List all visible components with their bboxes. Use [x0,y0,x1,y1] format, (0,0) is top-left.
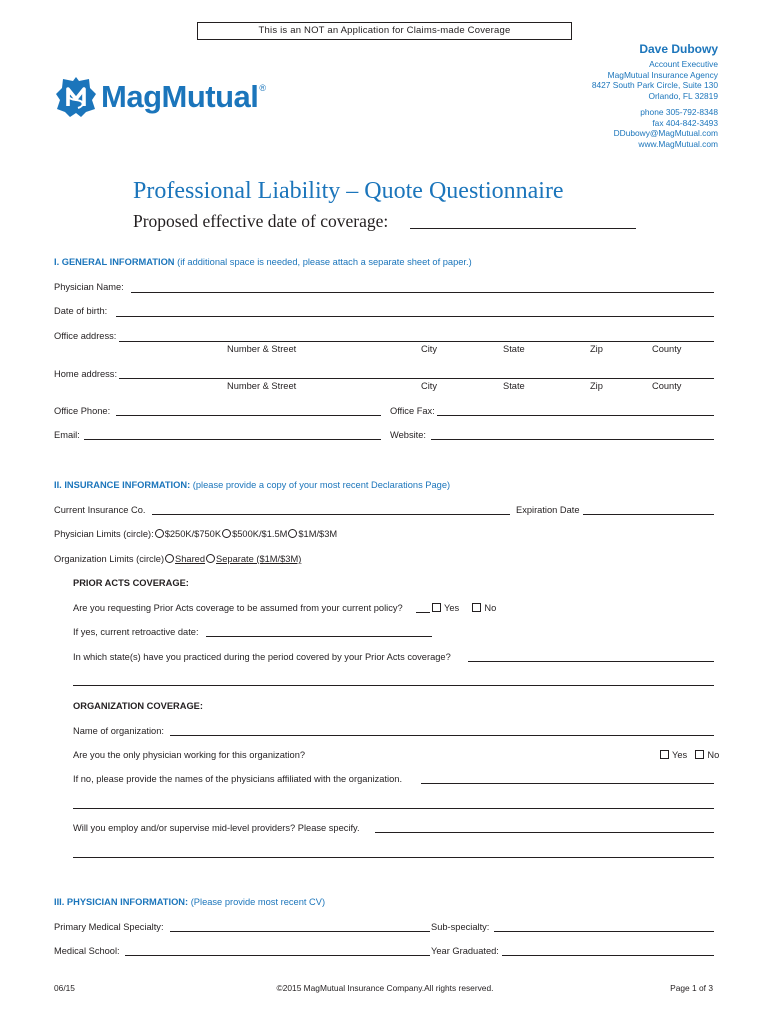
footer-copyright: ©2015 MagMutual Insurance Company.All rights reserved. [276,983,494,993]
prior-acts-heading: PRIOR ACTS COVERAGE: [73,578,189,588]
prior-acts-question: Are you requesting Prior Acts coverage to be assumed from your current policy? [73,603,403,613]
footer-page-number: Page 1 of 3 [670,983,713,993]
org-name-field[interactable] [170,735,714,736]
specialty-field[interactable] [170,931,430,932]
section-physician-heading [54,897,325,907]
prior-acts-no-label: No [484,603,497,613]
agent-fax: fax 404-842-3493 [652,117,718,128]
home-caption-street: Number & Street [227,381,297,391]
states-practiced-field[interactable] [468,661,714,662]
physician-name-label: Physician Name: [54,282,124,292]
agent-phone: phone 305-792-8348 [640,107,718,117]
org-limits-label: Organization Limits (circle) [54,554,165,564]
home-caption-city: City [421,381,438,391]
home-caption-county: County [652,381,682,391]
office-fax-label: Office Fax: [390,406,435,416]
section-general-note: (if additional space is needed, please attach a separate sheet of paper.) [174,257,472,267]
specialty-label: Primary Medical Specialty: [54,922,164,932]
affiliated-physicians-field-2[interactable] [73,808,714,809]
states-practiced-label: In which state(s) have you practiced during the period covered by your Prior Acts coverage? [73,652,451,662]
home-address-field[interactable] [119,378,714,379]
midlevel-providers-label: Will you employ and/or supervise mid-level providers? Please specify. [73,823,360,833]
limit-500k-label: $500K/$1.5M [232,529,288,539]
form-title: Professional Liability – Quote Questionnaire [133,178,564,204]
office-caption-county: County [652,344,682,354]
radio-limit-500k[interactable] [222,529,231,538]
email-field[interactable] [84,439,381,440]
prior-acts-question-underline [416,612,430,613]
prior-acts-yes-label: Yes [444,603,460,613]
only-physician-yes-checkbox[interactable] [660,750,669,759]
only-physician-no-checkbox[interactable] [695,750,704,759]
only-physician-options [660,750,719,760]
only-physician-question: Are you the only physician working for this organization? [73,750,306,760]
agent-contact-block [592,42,718,149]
dob-label: Date of birth: [54,306,108,316]
only-physician-no-label: No [707,750,720,760]
effective-date-field[interactable] [410,228,636,229]
expiration-date-field[interactable] [583,514,714,515]
prior-acts-no-checkbox[interactable] [472,603,481,612]
subspecialty-field[interactable] [494,931,714,932]
states-practiced-field-2[interactable] [73,685,714,686]
home-caption-zip: Zip [590,381,603,391]
website-field[interactable] [431,439,714,440]
medical-school-field[interactable] [125,955,430,956]
office-phone-field[interactable] [116,415,381,416]
limit-shared-label: Shared [175,554,206,564]
current-insurer-label: Current Insurance Co. [54,505,146,515]
physician-limits-label: Physician Limits (circle): [54,529,154,539]
logo-wordmark: MagMutual [101,79,259,114]
office-address-field[interactable] [119,341,714,342]
year-graduated-field[interactable] [502,955,714,956]
radio-limit-shared[interactable] [165,554,174,563]
section-physician-title: III. PHYSICIAN INFORMATION: [54,897,189,907]
caduceus-m-icon [55,76,97,118]
magmutual-logo [55,74,266,120]
only-physician-yes-label: Yes [672,750,688,760]
section-insurance-title: II. INSURANCE INFORMATION: [54,480,191,490]
office-phone-label: Office Phone: [54,406,111,416]
section-general-title: I. GENERAL INFORMATION [54,257,175,267]
expiration-date-label: Expiration Date [516,505,580,515]
office-caption-state: State [503,344,525,354]
agency-city: Orlando, FL 32819 [648,90,718,101]
registered-mark: ® [259,83,267,93]
limit-separate-label: Separate ($1M/$3M) [216,554,302,564]
office-address-label: Office address: [54,331,117,341]
limit-250k-label: $250K/$750K [164,529,222,539]
agent-title: Account Executive [649,59,718,69]
affiliated-physicians-label: If no, please provide the names of the physicians affiliated with the organization. [73,774,403,784]
website-label: Website: [390,430,426,440]
agent-name: Dave Dubowy [639,42,718,56]
retro-date-field[interactable] [206,636,432,637]
prior-acts-yes-checkbox[interactable] [432,603,441,612]
retro-date-label: If yes, current retroactive date: [73,627,199,637]
radio-limit-250k[interactable] [155,529,164,538]
medical-school-label: Medical School: [54,946,120,956]
home-address-label: Home address: [54,369,118,379]
section-insurance-heading [54,480,450,490]
limit-1m-label: $1M/$3M [298,529,338,539]
radio-limit-separate[interactable] [206,554,215,563]
email-label: Email: [54,430,80,440]
footer-date: 06/15 [54,983,75,993]
agency-name: MagMutual Insurance Agency [607,69,718,80]
agent-website: www.MagMutual.com [638,138,718,149]
prior-acts-options [432,603,496,613]
section-general-heading [54,257,472,267]
radio-limit-1m[interactable] [288,529,297,538]
section-physician-note: (Please provide most recent CV) [188,897,326,907]
office-caption-zip: Zip [590,344,603,354]
org-coverage-heading: ORGANIZATION COVERAGE: [73,701,203,711]
coverage-notice: This is an NOT an Application for Claims-made Coverage [197,22,572,40]
physician-limits-row [54,529,337,539]
office-fax-field[interactable] [437,415,714,416]
midlevel-providers-field-2[interactable] [73,857,714,858]
physician-name-field[interactable] [131,292,714,293]
org-limits-row [54,554,301,564]
current-insurer-field[interactable] [152,514,510,515]
section-insurance-note: (please provide a copy of your most recent Declarations Page) [190,480,451,490]
org-name-label: Name of organization: [73,726,164,736]
dob-field[interactable] [116,316,714,317]
agent-email: DDubowy@MagMutual.com [613,128,718,138]
affiliated-physicians-field[interactable] [421,783,714,784]
midlevel-providers-field[interactable] [375,832,714,833]
year-graduated-label: Year Graduated: [431,946,499,956]
home-caption-state: State [503,381,525,391]
office-caption-city: City [421,344,438,354]
subspecialty-label: Sub-specialty: [431,922,490,932]
effective-date-label: Proposed effective date of coverage: [133,211,389,231]
office-caption-street: Number & Street [227,344,297,354]
agency-street: 8427 South Park Circle, Suite 130 [591,80,718,90]
